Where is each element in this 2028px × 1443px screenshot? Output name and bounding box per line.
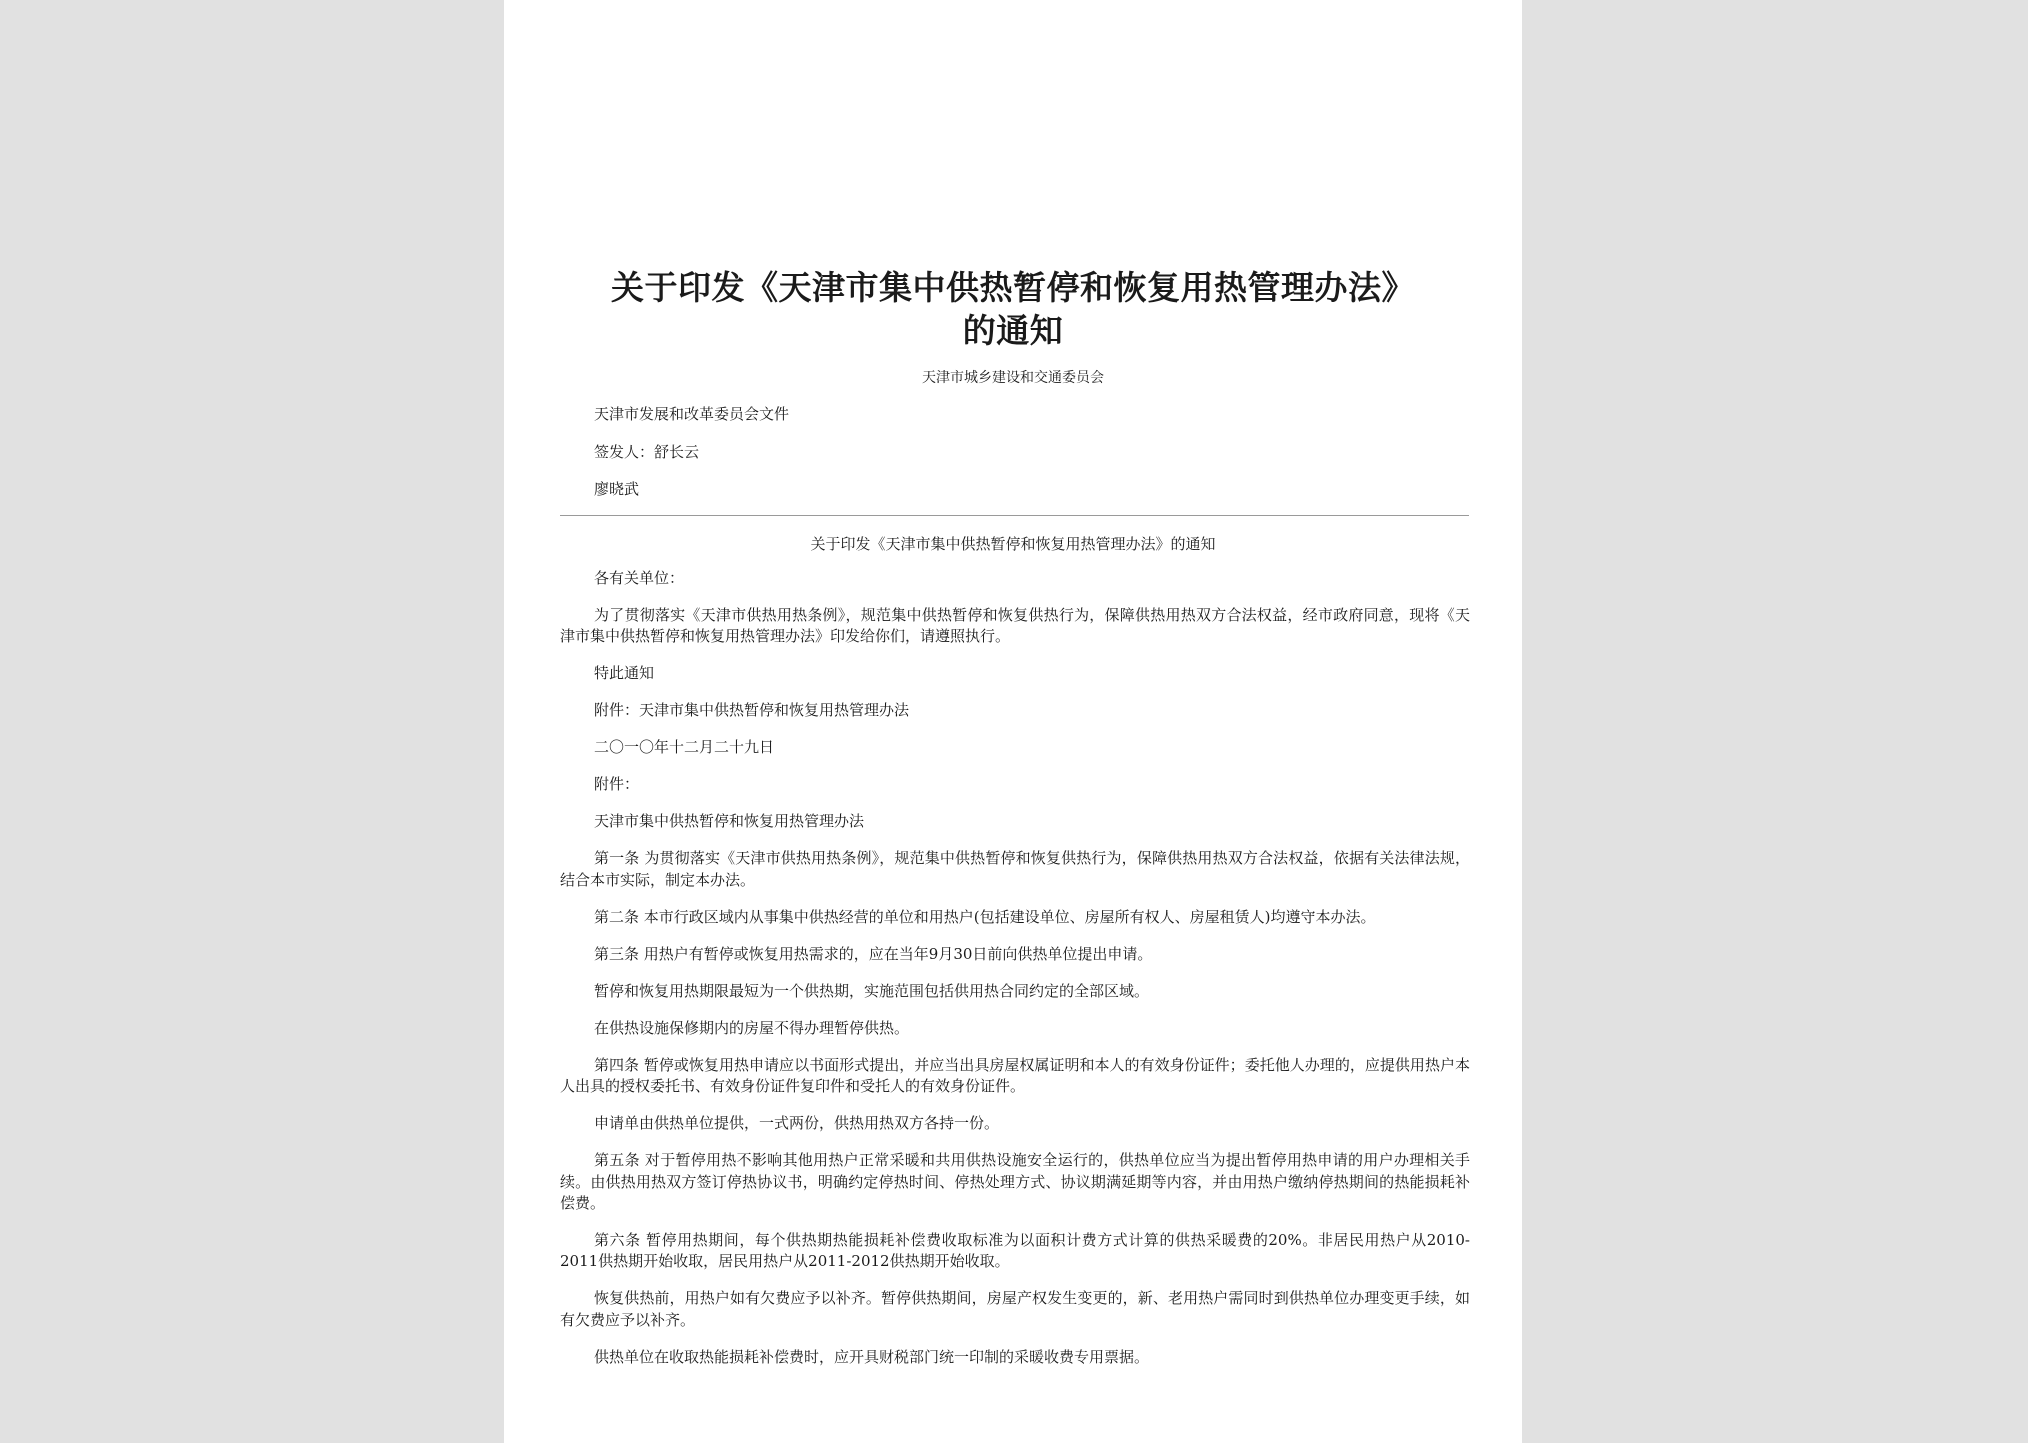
body-paragraph: 第二条 本市行政区域内从事集中供热经营的单位和用热户(包括建设单位、房屋所有权人、房屋租赁人)均遵守本办法。	[594, 907, 1376, 926]
body-paragraph: 特此通知	[594, 664, 655, 683]
document-title-line2: 的通知	[962, 311, 1064, 350]
body-paragraph: 在供热设施保修期内的房屋不得办理暂停供热。	[594, 1018, 910, 1037]
body-paragraph: 第三条 用热户有暂停或恢复用热需求的，应在当年9月30日前向供热单位提出申请。	[594, 944, 1153, 963]
body-paragraph: 第五条 对于暂停用热不影响其他用热户正常采暖和共用供热设施安全运行的，供热单位应当为提出暂停用热申请的用户办理相关手续。由供热用热双方签订停热协议书，明确约定停热时间、停热处理方式、协议期满延期等内容，并由用热户缴纳停热期间的热能损耗补偿费。	[560, 1151, 1470, 1213]
body-paragraph: 第四条 暂停或恢复用热申请应以书面形式提出，并应当出具房屋权属证明和本人的有效身份证件；委托他人办理的，应提供用热户本人出具的授权委托书、有效身份证件复印件和受托人的有效身份证件。	[560, 1055, 1470, 1096]
document-body	[560, 568, 1470, 1384]
body-paragraph: 附件：天津市集中供热暂停和恢复用热管理办法	[594, 701, 910, 720]
body-paragraph: 为了贯彻落实《天津市供热用热条例》，规范集中供热暂停和恢复供热行为，保障供热用热双方合法权益，经市政府同意，现将《天津市集中供热暂停和恢复用热管理办法》印发给你们，请遵照执行。	[560, 606, 1470, 646]
body-paragraph: 恢复供热前，用热户如有欠费应予以补齐。暂停供热期间，房屋产权发生变更的，新、老用热户需同时到供热单位办理变更手续，如有欠费应予以补齐。	[560, 1289, 1470, 1329]
body-paragraph: 暂停和恢复用热期限最短为一个供热期，实施范围包括供用热合同约定的全部区域。	[594, 981, 1150, 1000]
notice-subtitle: 关于印发《天津市集中供热暂停和恢复用热管理办法》的通知	[810, 535, 1216, 553]
issuing-body: 天津市发展和改革委员会文件	[594, 405, 790, 423]
document-page	[504, 0, 1522, 1443]
body-paragraph: 二〇一〇年十二月二十九日	[594, 738, 775, 757]
co-signer: 廖晓武	[594, 480, 640, 498]
body-paragraph: 各有关单位：	[594, 569, 685, 587]
body-paragraph: 申请单由供热单位提供，一式两份，供热用热双方各持一份。	[594, 1114, 1000, 1133]
body-paragraph: 附件：	[594, 775, 640, 794]
body-paragraph: 供热单位在收取热能损耗补偿费时，应开具财税部门统一印制的采暖收费专用票据。	[594, 1347, 1150, 1366]
body-paragraph: 第六条 暂停用热期间，每个供热期热能损耗补偿费收取标准为以面积计费方式计算的供热采暖费的20%。非居民用热户从2010-2011供热期开始收取，居民用热户从2011-2012供热期开始收取。	[560, 1231, 1470, 1271]
divider-line	[560, 515, 1469, 516]
body-paragraph: 天津市集中供热暂停和恢复用热管理办法	[594, 812, 865, 831]
issuer-name: 天津市城乡建设和交通委员会	[922, 370, 1104, 386]
body-paragraph: 第一条 为贯彻落实《天津市供热用热条例》，规范集中供热暂停和恢复供热行为，保障供热用热双方合法权益，依据有关法律法规，结合本市实际，制定本办法。	[560, 849, 1470, 889]
signer: 签发人：舒长云	[594, 443, 700, 461]
document-title-line1: 关于印发《天津市集中供热暂停和恢复用热管理办法》	[611, 268, 1415, 307]
